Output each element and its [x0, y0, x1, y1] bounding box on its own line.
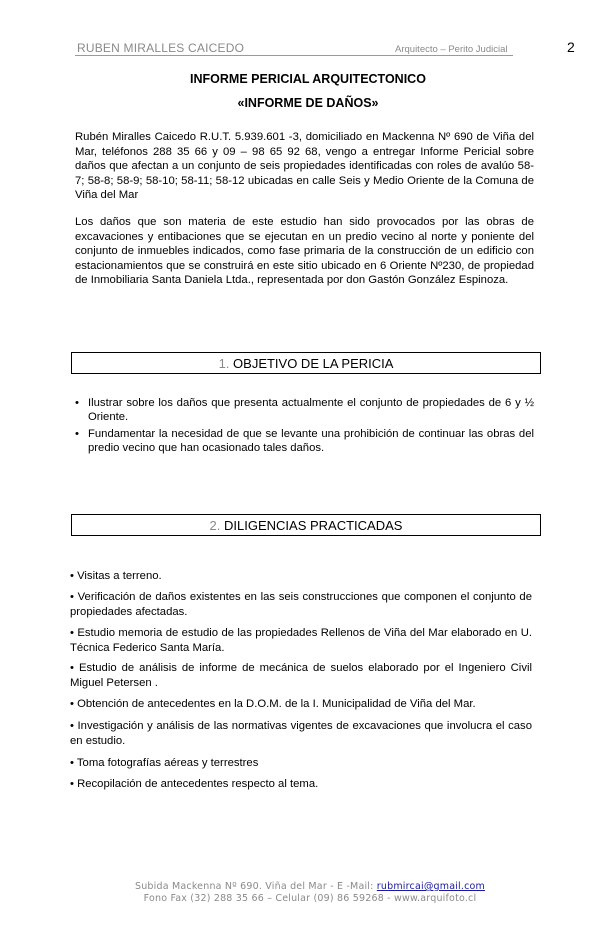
header-role: Arquitecto – Perito Judicial: [395, 44, 508, 55]
section-1-number: 1.: [218, 356, 230, 371]
footer-address-text: Subida Mackenna Nº 690. Viña del Mar - E -Mail:: [134, 881, 377, 892]
list-item: • Ilustrar sobre los daños que presenta actualmente el conjunto de propiedades de 6 y ½ Oriente.: [75, 396, 534, 424]
header-rule: [75, 55, 513, 56]
header-author: RUBEN MIRALLES CAICEDO: [77, 41, 245, 55]
list-item: • Investigación y análisis de las normativas vigentes de excavaciones que involucra el caso en estudio.: [70, 720, 532, 747]
footer-address: [75, 881, 545, 892]
report-subtitle: «INFORME DE DAÑOS»: [237, 96, 379, 110]
section-1-heading: [71, 352, 541, 374]
footer-contact: Fono Fax (32) 288 35 66 – Celular (09) 86 59268 - www.arquifoto.cl: [143, 893, 477, 904]
page-number: 2: [567, 39, 575, 55]
intro-paragraph-2: Los daños que son materia de este estudio han sido provocados por las obras de excavaciones y entibaciones que se ejecutan en un predio vecino al norte y poniente del conjunto de inmuebles indicados, como fase primaria de la construcción de un edificio con estacionamientos que se construirá en este sitio ubicado en 6 Oriente Nº230, de propiedad de Inmobiliaria Santa Daniela Ltda., representada por don Gastón González Espinoza.: [75, 216, 534, 287]
section-2-title: DILIGENCIAS PRACTICADAS: [224, 518, 403, 533]
section-2-number: 2.: [209, 518, 221, 533]
list-item: • Estudio memoria de estudio de las propiedades Rellenos de Viña del Mar elaborado en U. Técnica Federico Santa María.: [70, 627, 532, 654]
list-item: • Verificación de daños existentes en las seis construcciones que componen el conjunto de propiedades afectadas.: [70, 591, 532, 618]
intro-paragraph-1: Rubén Miralles Caicedo R.U.T. 5.939.601 -3, domiciliado en Mackenna Nº 690 de Viña del Mar, teléfonos 288 35 66 y 09 – 98 65 92 68, vengo a entregar Informe Pericial sobre daños que afectan a un conjunto de seis propiedades identificadas con roles de avalúo 58-7; 58-8; 58-9; 58-10; 58-11; 58-12 ubicadas en calle Seis y Medio Oriente de la Comuna de Viña del Mar: [75, 131, 534, 202]
list-item: • Obtención de antecedentes en la D.O.M. de la I. Municipalidad de Viña del Mar.: [70, 698, 476, 710]
section-2-heading: [71, 514, 541, 536]
objectives-list: [75, 396, 534, 458]
report-title: INFORME PERICIAL ARQUITECTONICO: [190, 72, 426, 86]
footer-email-link[interactable]: rubmircai@gmail.com: [376, 881, 486, 892]
list-item: • Visitas a terreno.: [70, 570, 162, 582]
list-item: • Recopilación de antecedentes respecto al tema.: [70, 778, 319, 790]
section-1-title: OBJETIVO DE LA PERICIA: [233, 356, 394, 371]
list-item: • Fundamentar la necesidad de que se levante una prohibición de continuar las obras del predio vecino que han ocasionado tales daños.: [75, 427, 534, 455]
list-item: • Estudio de análisis de informe de mecánica de suelos elaborado por el Ingeniero Civil Miguel Petersen .: [70, 662, 532, 689]
list-item: • Toma fotografías aéreas y terrestres: [70, 757, 259, 769]
